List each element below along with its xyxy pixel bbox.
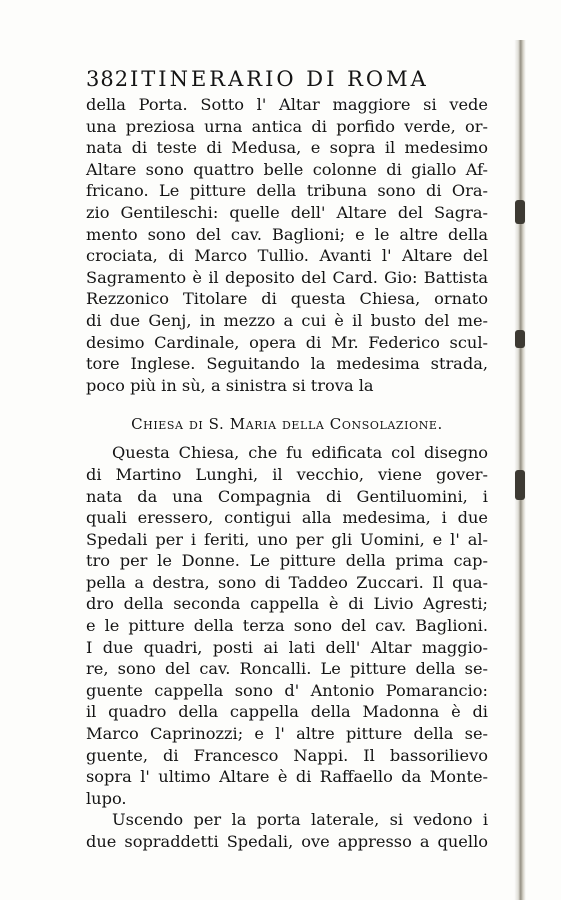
text-line: re, sono del cav. Roncalli. Le pitture della se- <box>86 659 488 679</box>
text-line: mento sono del cav. Baglioni; e le altre della <box>86 224 488 244</box>
text-line: poco più in sù, a sinistra si trova la <box>86 375 374 395</box>
text-line: crociata, di Marco Tullio. Avanti l' Altare del <box>86 246 488 266</box>
binding-mark <box>515 200 525 224</box>
text-line: una preziosa urna antica di porfido verde, or- <box>86 116 488 136</box>
text-line: sopra l' ultimo Altare è di Raffaello da Monte- <box>86 767 488 787</box>
paragraph-3 <box>86 809 488 852</box>
paragraph-2 <box>86 442 488 809</box>
text-line: Uscendo per la porta laterale, si vedono i <box>112 810 488 830</box>
text-line: della Porta. Sotto l' Altar maggiore si vede <box>86 95 488 114</box>
text-line: guente, di Francesco Nappi. Il bassorilievo <box>86 745 488 765</box>
text-line: desimo Cardinale, opera di Mr. Federico scul- <box>86 332 488 352</box>
text-line: nata da una Compagnia di Gentiluomini, i <box>86 486 488 506</box>
text-line: Sagramento è il deposito del Card. Gio: Battista <box>86 267 488 287</box>
running-head: ITINERARIO DI ROMA <box>130 67 429 91</box>
text-line: due sopraddetti Spedali, ove appresso a quello <box>86 832 488 851</box>
text-line: Spedali per i feriti, uno per gli Uomini, e l' al- <box>86 529 488 549</box>
text-line: il quadro della cappella della Madonna è di <box>86 702 488 722</box>
text-line: fricano. Le pitture della tribuna sono di Ora- <box>86 181 488 201</box>
text-line: di due Genj, in mezzo a cui è il busto del me- <box>86 310 488 330</box>
text-line: Questa Chiesa, che fu edificata col disegno <box>112 443 488 463</box>
page-number: 382 <box>86 67 130 91</box>
text-line: pella a destra, sono di Taddeo Zuccari. Il qua- <box>86 572 488 592</box>
text-line: e le pitture della terza sono del cav. Baglioni. <box>86 616 488 636</box>
text-line: quali eressero, contigui alla medesima, i due <box>86 508 488 528</box>
section-title: Chiesa di S. Maria della Consolazione. <box>131 415 443 434</box>
text-line: dro della seconda cappella è di Livio Agresti; <box>86 594 488 614</box>
page-header <box>86 66 488 92</box>
text-line: lupo. <box>86 788 127 808</box>
text-line: tro per le Donne. Le pitture della prima cap- <box>86 551 488 571</box>
text-block <box>86 66 488 853</box>
text-line: nata di teste di Medusa, e sopra il medesimo <box>86 138 488 158</box>
text-line: di Martino Lunghi, il vecchio, viene gover- <box>86 464 488 484</box>
text-line: Marco Caprinozzi; e l' altre pitture della se- <box>86 724 488 744</box>
text-line: Altare sono quattro belle colonne di giallo Af- <box>86 159 488 179</box>
binding-mark <box>515 470 525 500</box>
text-line: I due quadri, posti ai lati dell' Altar maggio- <box>86 637 488 657</box>
text-line: Rezzonico Titolare di questa Chiesa, ornato <box>86 289 488 309</box>
text-line: guente cappella sono d' Antonio Pomarancio: <box>86 680 488 700</box>
text-line: zio Gentileschi: quelle dell' Altare del Sagra- <box>86 202 488 222</box>
paragraph-1 <box>86 94 488 396</box>
text-line: tore Inglese. Seguitando la medesima strada, <box>86 354 488 374</box>
binding-mark <box>515 330 525 348</box>
